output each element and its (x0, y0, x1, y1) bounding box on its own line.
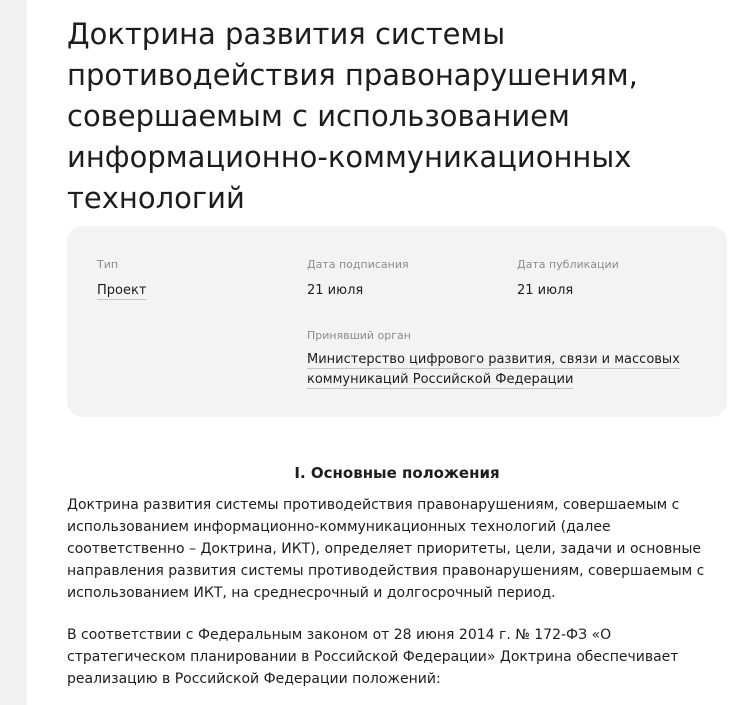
paragraph-1: Доктрина развития системы противодействия правонарушениям, совершаемым с использованием информационно-коммуникационных технологий (далее соответственно – Доктрина, ИКТ), определяет приоритеты, цели, задачи и основные направления развития системы противодействия правонарушениям, совершаемым с использованием ИКТ, на среднесрочный и долгосрочный период. (67, 497, 705, 601)
meta-authority-label: Принявший орган (307, 329, 411, 342)
left-sidebar-rail (0, 0, 27, 705)
document-content (67, 0, 727, 687)
meta-signed-date (307, 258, 487, 301)
meta-published-date (517, 258, 697, 301)
meta-authority-link[interactable]: Министерство цифрового развития, связи и массовых коммуникаций Российской Федерации (307, 352, 680, 387)
section-heading: I. Основные положения (294, 464, 500, 483)
meta-type-label: Тип (97, 258, 119, 271)
page-title: Доктрина развития системы противодействия правонарушениям, совершаемым с использованием информационно-коммуникационных технологий (67, 17, 638, 215)
meta-signed-label: Дата подписания (307, 258, 409, 271)
meta-type-value-wrap (97, 281, 277, 301)
meta-signed-value: 21 июля (307, 283, 364, 298)
meta-type-link[interactable]: Проект (97, 283, 147, 298)
meta-published-value: 21 июля (517, 283, 574, 298)
meta-authority-value-wrap (307, 350, 687, 390)
meta-published-label: Дата публикации (517, 258, 619, 271)
paragraph-2: В соответствии с Федеральным законом от 28 июня 2014 г. № 172-ФЗ «О стратегическом планировании в Российской Федерации» Доктрина обеспечивает реализацию в Российской Федерации положений: (67, 627, 679, 687)
meta-authority (307, 329, 687, 390)
document-meta-card (67, 226, 727, 417)
meta-type (97, 258, 277, 301)
